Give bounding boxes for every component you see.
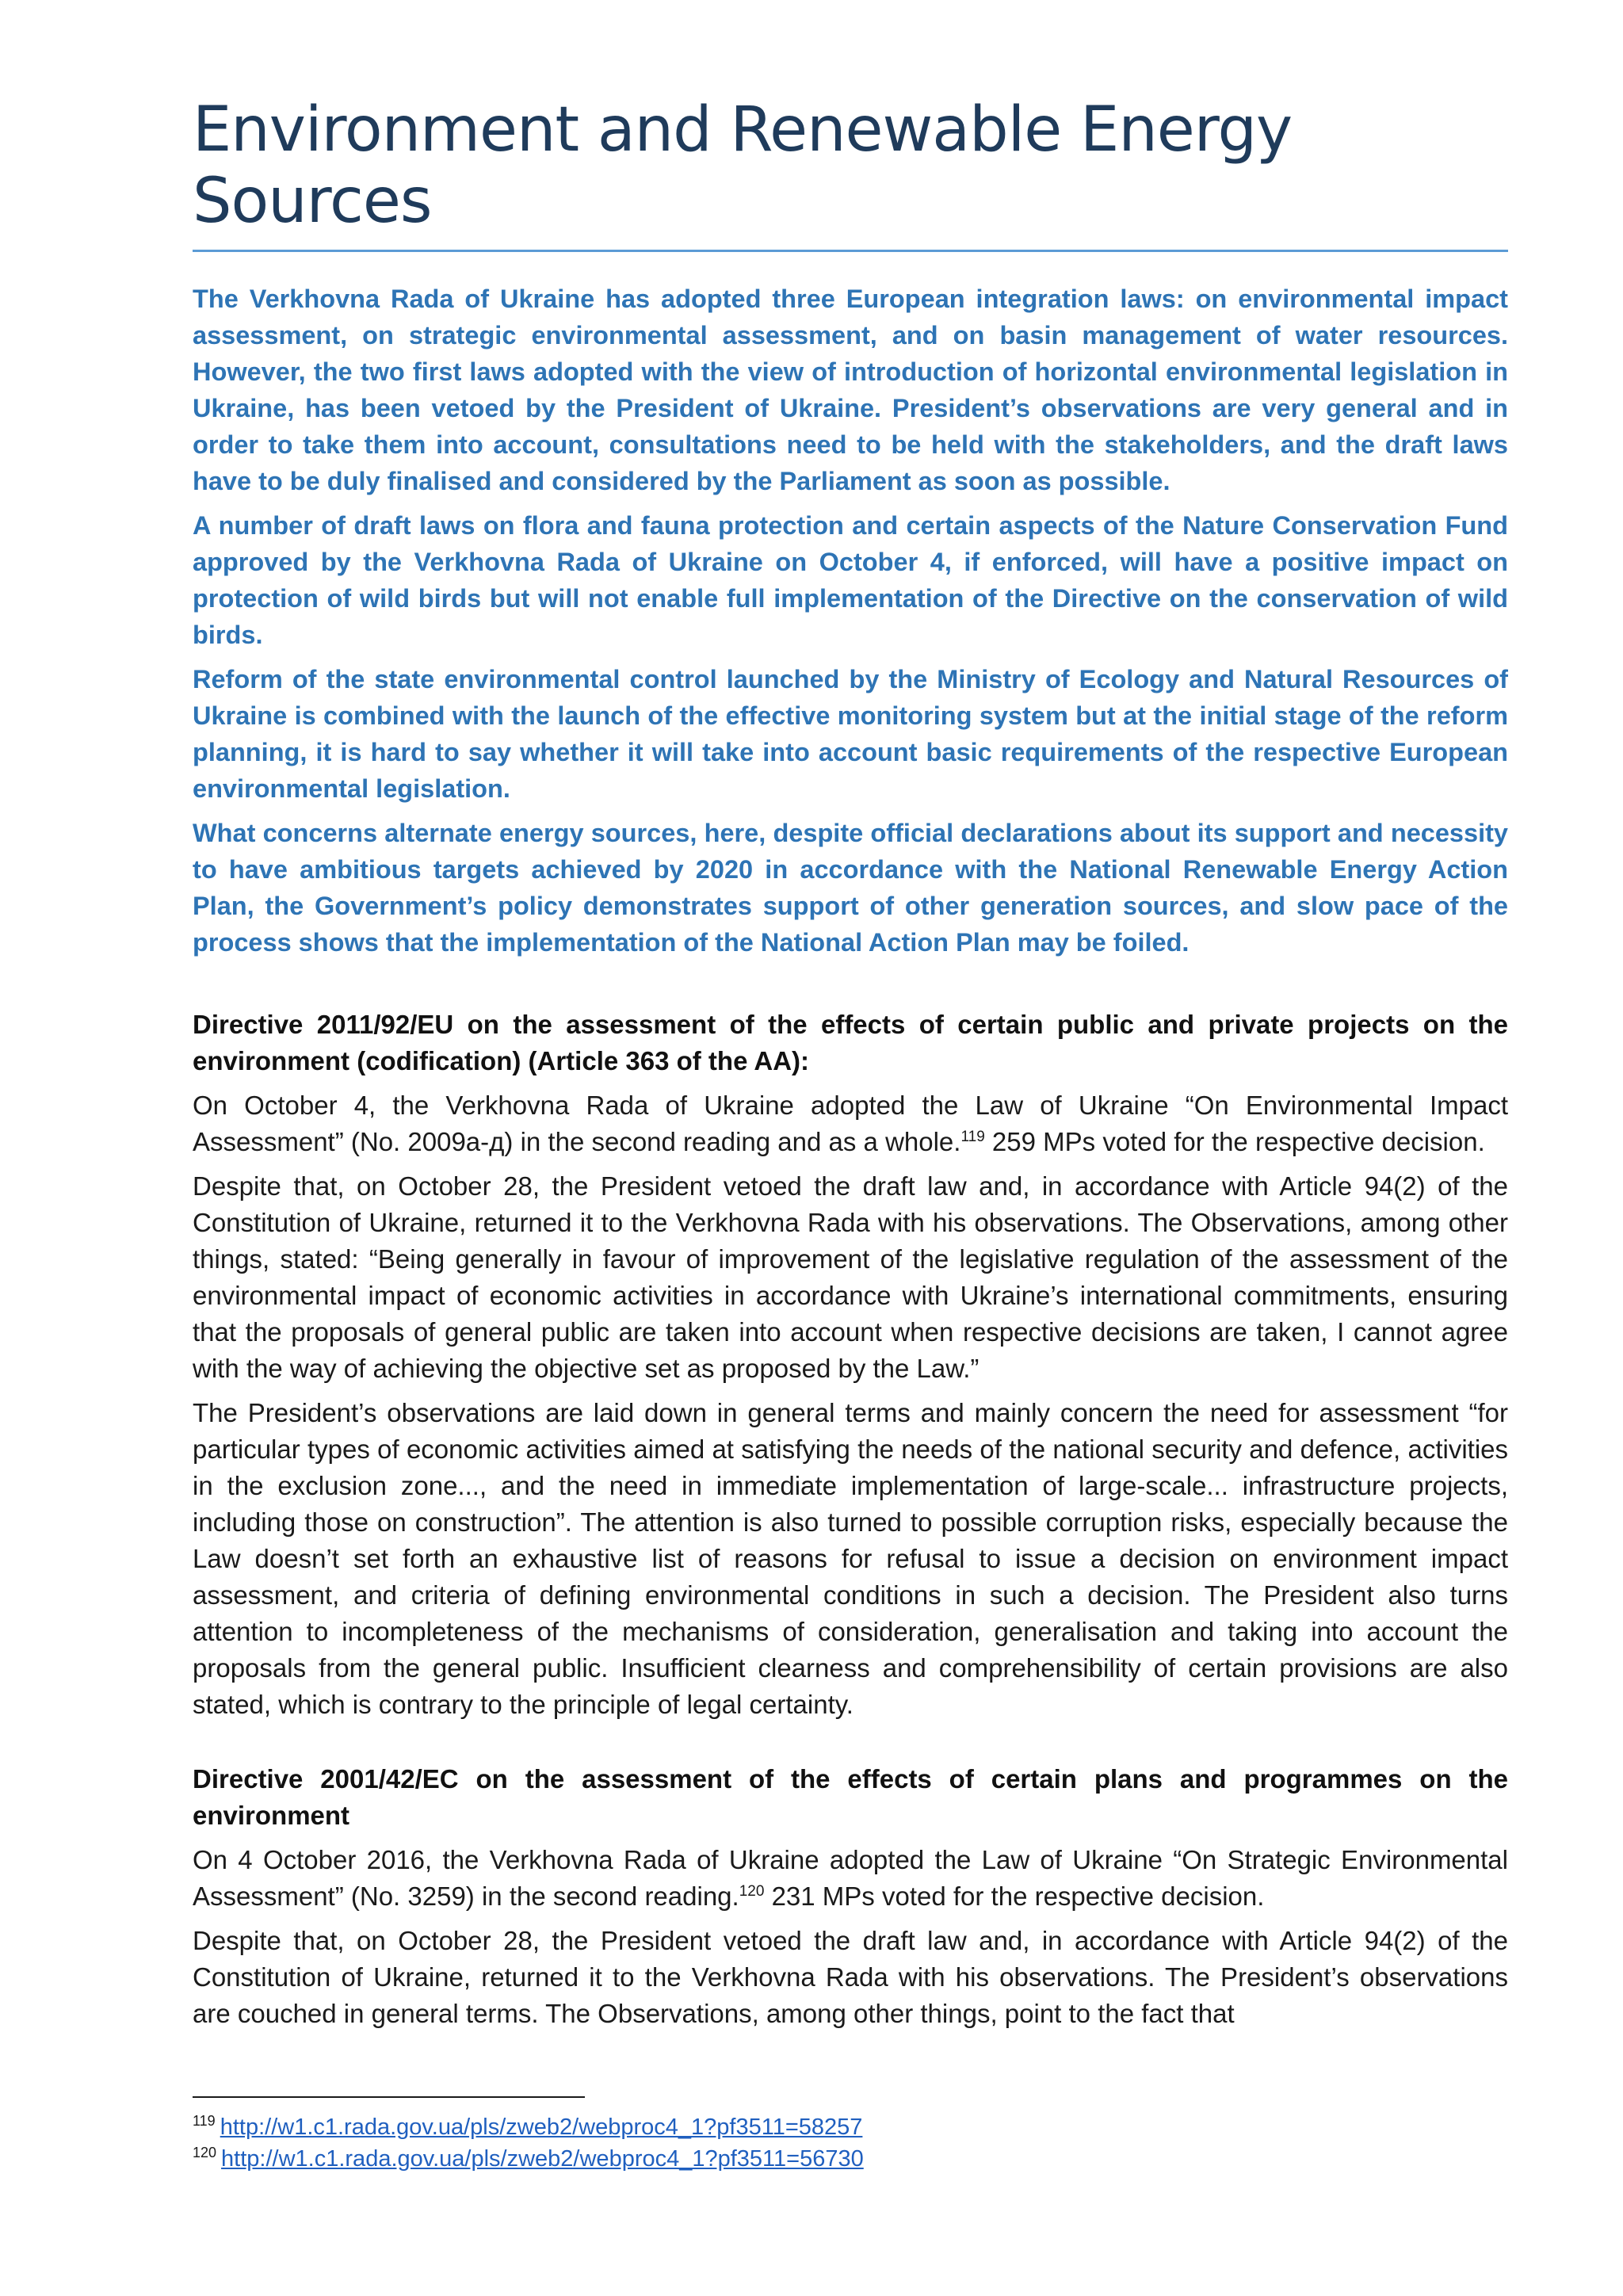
footnote-number: 119 xyxy=(193,2113,216,2130)
section-heading: Directive 2011/92/EU on the assessment of the effects of certain public and private projects on the environment (codification) (Article 363 of the AA): xyxy=(193,1010,1508,1076)
footnote-number: 120 xyxy=(193,2145,217,2161)
title-divider xyxy=(193,250,1508,252)
page-content xyxy=(193,95,1508,2040)
paragraph-text: 231 MPs voted for the respective decision. xyxy=(764,1881,1265,1912)
summary-paragraph: Reform of the state environmental control launched by the Ministry of Ecology and Natural Resources of Ukraine is combined with the launch of the effective monitoring system but at the initial stage of the reform planning, it is hard to say whether it will take into account basic requirements of the respective European environmental legislation. xyxy=(193,665,1508,804)
body-paragraph xyxy=(193,1087,1508,1160)
footnote-item xyxy=(193,2111,864,2143)
body-paragraph: Despite that, on October 28, the President vetoed the draft law and, in accordance with Article 94(2) of the Constitution of Ukraine, returned it to the Verkhovna Rada with his observations. The Observations, among other things, stated: “Being generally in favour of improvement of the legislative regulation of the assessment of the environmental impact of economic activities in accordance with Ukraine’s international commitments, ensuring that the proposals of general public are taken into account when respective decisions are taken, I cannot agree with the way of achieving the objective set as proposed by the Law.” xyxy=(193,1171,1508,1384)
paragraph-text: 259 MPs voted for the respective decision. xyxy=(984,1127,1485,1157)
summary-block xyxy=(193,281,1508,961)
footnote-link[interactable]: http://w1.c1.rada.gov.ua/pls/zweb2/webproc4_1?pf3511=56730 xyxy=(221,2146,864,2172)
paragraph-text: On 4 October 2016, the Verkhovna Rada of Ukraine adopted the Law of Ukraine “On Strategic Environmental Assessment” (No. 3259) in the second reading. xyxy=(193,1845,1508,1912)
paragraph-text: On October 4, the Verkhovna Rada of Ukraine adopted the Law of Ukraine “On Environmental Impact Assessment” (No. 2009а-д) in the second reading and as a whole. xyxy=(193,1091,1508,1157)
section-eia-directive xyxy=(193,1007,1508,1723)
page-title: Environment and Renewable Energy Sources xyxy=(193,94,1293,237)
body-paragraph: The President’s observations are laid down in general terms and mainly concern the need for assessment “for particular types of economic activities aimed at satisfying the needs of the national security and defence, activities in the exclusion zone..., and the need in immediate implementation of large-scale... infrastructure projects, including those on construction”. The attention is also turned to possible corruption risks, especially because the Law doesn’t set forth an exhaustive list of reasons for refusal to issue a decision on environment impact assessment, and criteria of defining environmental conditions in such a decision. The President also turns attention to incompleteness of the mechanisms of consideration, generalisation and taking into account the proposals from the general public. Insufficient clearness and comprehensibility of certain provisions are also stated, which is contrary to the principle of legal certainty. xyxy=(193,1398,1508,1720)
summary-paragraph: The Verkhovna Rada of Ukraine has adopted three European integration laws: on environmental impact assessment, on strategic environmental assessment, and on basin management of water resources. However, the two first laws adopted with the view of introduction of horizontal environmental legislation in Ukraine, has been vetoed by the President of Ukraine. President’s observations are very general and in order to take them into account, consultations need to be held with the stakeholders, and the draft laws have to be duly finalised and considered by the Parliament as soon as possible. xyxy=(193,285,1508,496)
footnote-divider xyxy=(193,2096,585,2098)
summary-paragraph: What concerns alternate energy sources, here, despite official declarations about its support and necessity to have ambitious targets achieved by 2020 in accordance with the National Renewable Energy Action Plan, the Government’s policy demonstrates support of other generation sources, and slow pace of the process shows that the implementation of the National Action Plan may be foiled. xyxy=(193,819,1508,957)
body-paragraph xyxy=(193,1842,1508,1915)
footnote-link[interactable]: http://w1.c1.rada.gov.ua/pls/zweb2/webproc4_1?pf3511=58257 xyxy=(220,2115,863,2140)
section-heading: Directive 2001/42/EC on the assessment of the effects of certain plans and programmes on the environment xyxy=(193,1764,1508,1831)
footnote-item xyxy=(193,2143,864,2175)
section-sea-directive xyxy=(193,1761,1508,2032)
summary-paragraph: A number of draft laws on flora and fauna protection and certain aspects of the Nature Conservation Fund approved by the Verkhovna Rada of Ukraine on October 4, if enforced, will have a positive impact on protection of wild birds but will not enable full implementation of the Directive on the conservation of wild birds. xyxy=(193,511,1508,650)
footnotes xyxy=(193,2111,864,2175)
footnote-ref[interactable]: 119 xyxy=(960,1129,985,1146)
body-paragraph: Despite that, on October 28, the President vetoed the draft law and, in accordance with Article 94(2) of the Constitution of Ukraine, returned it to the Verkhovna Rada with his observations. The President’s observations are couched in general terms. The Observations, among other things, point to the fact that xyxy=(193,1926,1508,2029)
footnote-ref[interactable]: 120 xyxy=(739,1883,765,1901)
